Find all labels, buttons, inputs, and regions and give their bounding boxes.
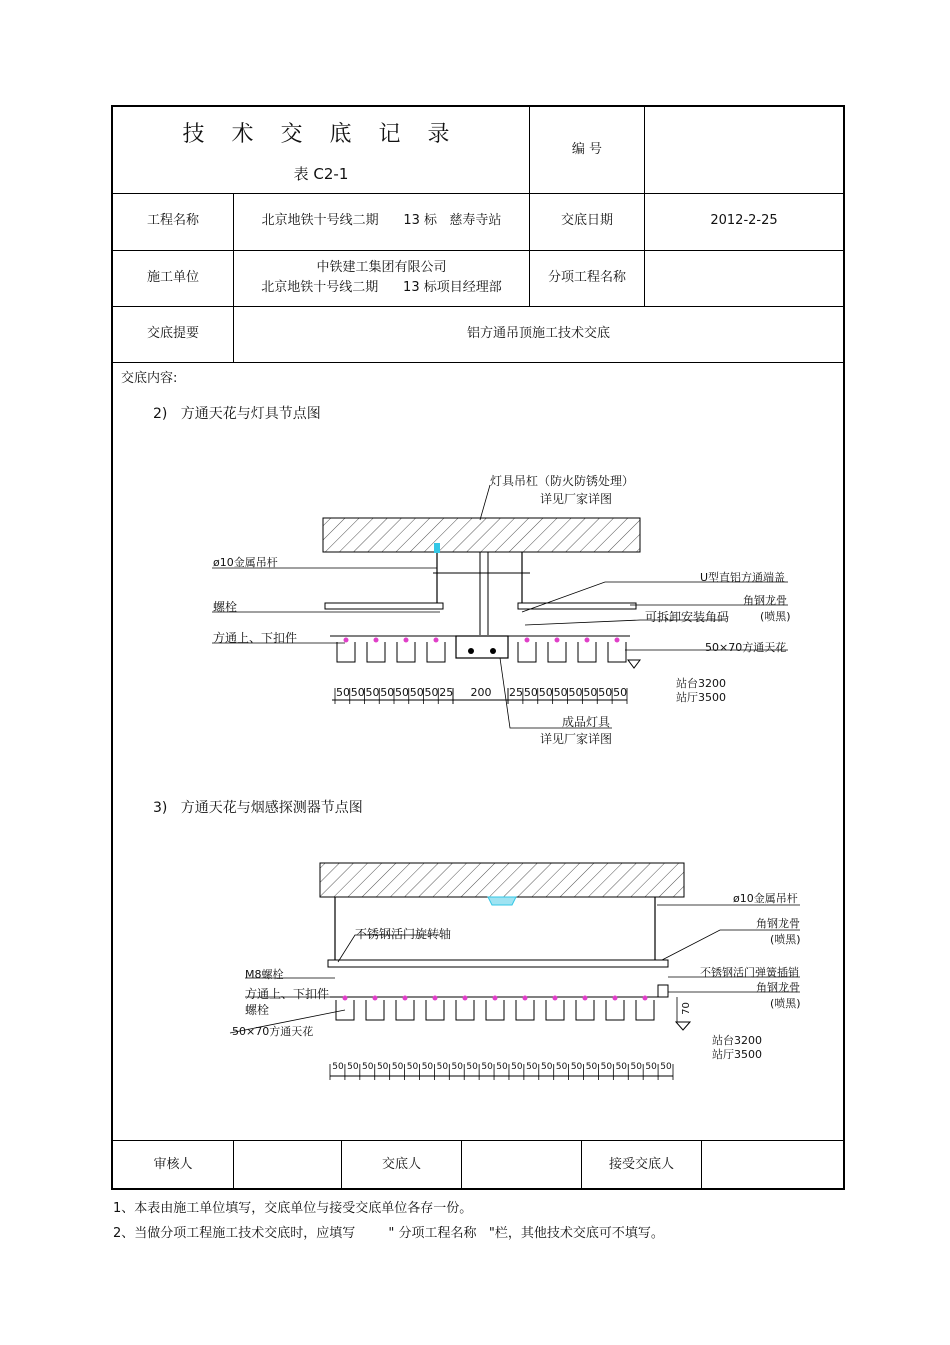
- dimension-label: 25: [439, 686, 454, 699]
- hanger-label-2: ø10金属吊杆: [733, 892, 798, 905]
- tube-clip: [613, 996, 618, 1001]
- dimension-label: 50: [347, 1062, 359, 1072]
- form-title: 技 术 交 底 记 录: [182, 121, 460, 147]
- bolt-label: 螺栓: [213, 600, 238, 614]
- m8-bolt-label: M8螺栓: [245, 968, 284, 981]
- dimension-label: 50: [336, 686, 350, 699]
- project-name-label: 工程名称: [146, 213, 199, 229]
- dimension-label: 50: [350, 686, 365, 699]
- lamp-rod-label: 灯具吊杠（防火防锈处理）: [490, 474, 635, 488]
- tube-clip: [523, 996, 528, 1001]
- dimension-label: 50: [511, 1062, 523, 1072]
- dimension-label: 50: [466, 1062, 478, 1072]
- dimension-label: 50: [568, 686, 583, 699]
- angle-steel-note: (喷黑): [760, 610, 791, 623]
- reviewer-label: 审核人: [153, 1156, 193, 1172]
- hall-level: 站厅3500: [676, 691, 726, 704]
- dimension-label: 50: [570, 1062, 583, 1072]
- discloser-label: 交底人: [381, 1156, 421, 1172]
- dimension-label: 50: [630, 1062, 642, 1072]
- angle-steel2-label: 角钢龙骨: [756, 981, 800, 994]
- dimension-label: 50: [424, 686, 439, 699]
- dimension-label: 50: [555, 1062, 568, 1072]
- dimension-label: 50: [523, 686, 538, 699]
- footnote-1: 1、本表由施工单位填写，交底单位与接受交底单位各存一份。: [113, 1201, 473, 1216]
- platform-level: 站台3200: [676, 677, 726, 690]
- ceiling-tube: [486, 1000, 504, 1020]
- angle-steel-label: 角钢龙骨: [743, 594, 787, 607]
- spring-pin-block: [658, 985, 668, 997]
- dimension-label: 50: [598, 686, 613, 699]
- dimension-label: 50: [660, 1062, 672, 1072]
- tube-clip: [343, 996, 348, 1001]
- dimension-label: 50: [365, 686, 380, 699]
- spring-pin-label: 不锈钢活门弹簧插销: [700, 966, 799, 979]
- dimension-label: 50: [395, 686, 409, 699]
- dimension-label: 50: [409, 686, 424, 699]
- ceiling-tube: [516, 1000, 534, 1020]
- bolt-label-2: 螺栓: [245, 1003, 270, 1017]
- number-label: 编 号: [571, 141, 603, 157]
- dimension-label: 50: [332, 1062, 344, 1072]
- dimension-label: 50: [436, 1062, 449, 1072]
- ceiling-tubes-2: [336, 996, 654, 1021]
- ceiling-tube: [396, 1000, 414, 1020]
- hinge-label: 不锈钢活门旋转轴: [355, 927, 452, 941]
- tube-clip: [643, 996, 648, 1001]
- tube-clip: [403, 996, 408, 1001]
- content-label: 交底内容:: [121, 371, 178, 386]
- dimension-label: 50: [406, 1062, 419, 1072]
- ceiling-tube: [366, 1000, 384, 1020]
- summary-label: 交底提要: [146, 325, 199, 341]
- dimension-label: 50: [451, 1062, 463, 1072]
- dimension-label: 200: [470, 686, 492, 699]
- disclosure-date-label: 交底日期: [560, 213, 613, 229]
- section-3-title: 3) 方通天花与烟感探测器节点图: [153, 800, 363, 816]
- dimension-label: 50: [362, 1062, 374, 1072]
- hanger-label: ø10金属吊杆: [213, 556, 278, 569]
- hall-level-2: 站厅3500: [712, 1048, 762, 1061]
- ceiling-tube: [546, 1000, 564, 1020]
- dimension-label: 50: [496, 1062, 508, 1072]
- dimension-label: 50: [645, 1062, 657, 1072]
- dimension-label: 50: [380, 686, 395, 699]
- removable-bracket-label: 可拆卸安装角码: [645, 610, 730, 624]
- angle-steel-runner: [328, 960, 668, 967]
- dimension-label: 50: [615, 1062, 628, 1072]
- lamp-detail-label: 详见厂家详图: [540, 732, 613, 746]
- section-2-title: 2) 方通天花与灯具节点图: [153, 406, 321, 422]
- dimension-label: 50: [376, 1062, 389, 1072]
- tube-clip: [583, 996, 588, 1001]
- dimension-label: 50: [421, 1062, 434, 1072]
- dimension-label: 50: [538, 686, 553, 699]
- dimension-70-label: 70: [680, 1002, 692, 1015]
- dimension-label: 25: [509, 686, 523, 699]
- smoke-detector: [488, 897, 516, 905]
- footnote-2: 2、当做分项工程施工技术交底时，应填写 " 分项工程名称 "栏，其他技术交底可不填写。: [113, 1226, 664, 1241]
- dimension-label: 50: [583, 686, 598, 699]
- level-marker: [676, 1022, 690, 1030]
- angle-steel-label-2: 角钢龙骨: [756, 917, 800, 930]
- tube-clip: [553, 996, 558, 1001]
- tube-clip: [433, 996, 438, 1001]
- dimension-label: 50: [613, 686, 628, 699]
- dimension-label: 50: [585, 1062, 598, 1072]
- subproject-label: 分项工程名称: [547, 269, 626, 285]
- dimension-label: 50: [526, 1062, 538, 1072]
- ceiling-tube: [576, 1000, 594, 1020]
- ceiling-tube: [426, 1000, 444, 1020]
- ceiling-tube: [456, 1000, 474, 1020]
- dimension-label: 50: [481, 1062, 493, 1072]
- unit-line-2: 北京地铁十号线二期 13 标项目经理部: [261, 280, 502, 295]
- dimension-label: 50: [553, 686, 568, 699]
- clip-label-2: 方通上、下扣件: [245, 987, 330, 1001]
- project-name-value: 北京地铁十号线二期 13 标 慈寿寺站: [261, 213, 502, 229]
- ceiling-tube-label-2: 50×70方通天花: [232, 1025, 314, 1038]
- angle-steel2-note: (喷黑): [770, 997, 801, 1010]
- dimension-label: 50: [541, 1062, 553, 1072]
- platform-level-2: 站台3200: [712, 1034, 762, 1047]
- disclosure-date-value: 2012-2-25: [710, 213, 778, 229]
- clip-label: 方通上、下扣件: [213, 631, 298, 645]
- ceiling-tube: [606, 1000, 624, 1020]
- tube-clip: [463, 996, 468, 1001]
- dimension-label: 50: [600, 1062, 613, 1072]
- tube-clip: [493, 996, 498, 1001]
- dimension-label: 50: [391, 1062, 404, 1072]
- unit-line-1: 中铁建工集团有限公司: [316, 259, 447, 275]
- receiver-label: 接受交底人: [608, 1156, 674, 1172]
- summary-value: 铝方通吊顶施工技术交底: [466, 325, 610, 341]
- angle-steel-note-2: (喷黑): [770, 933, 801, 946]
- tube-clip: [373, 996, 378, 1001]
- ceiling-tube-label: 50×70方通天花: [705, 641, 787, 654]
- construction-unit-label: 施工单位: [146, 269, 199, 285]
- concrete-slab: [320, 863, 684, 897]
- lamp-label: 成品灯具: [562, 715, 611, 729]
- ceiling-tube: [636, 1000, 654, 1020]
- u-cap-label: U型直铝方通端盖: [700, 571, 786, 584]
- form-number: 表 C2-1: [293, 165, 349, 184]
- lamp-rod-detail-label: 详见厂家详图: [540, 492, 613, 506]
